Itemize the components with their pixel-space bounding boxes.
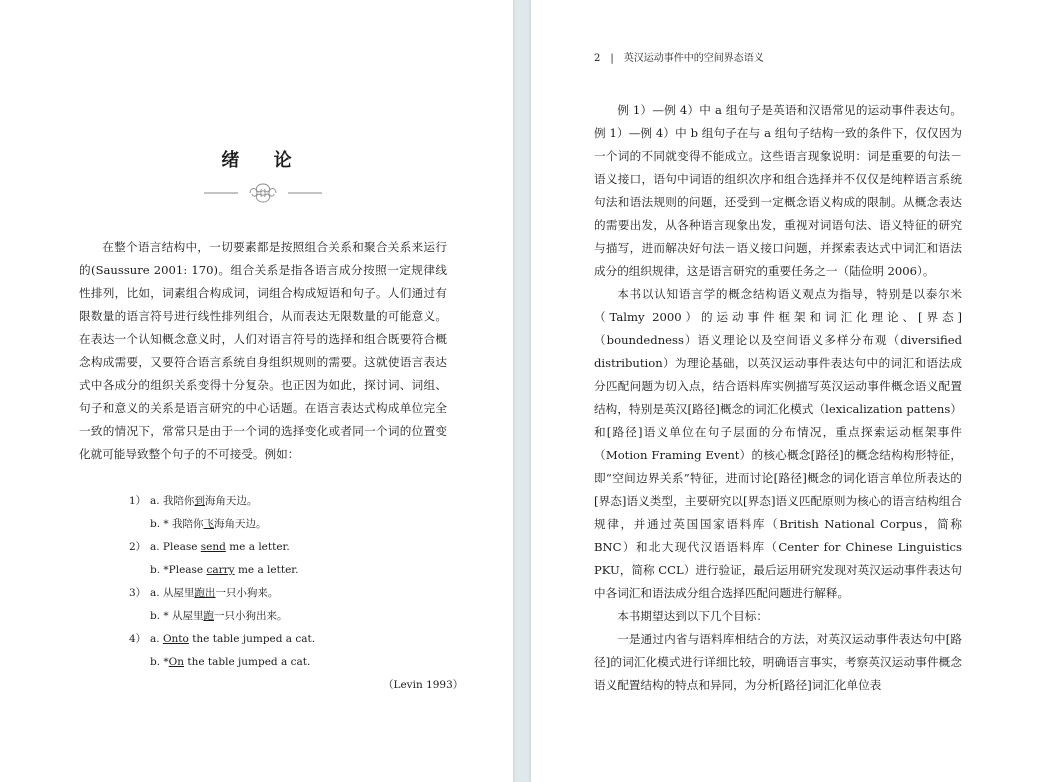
example-number: 4）	[129, 633, 147, 645]
header-separator: |	[610, 53, 614, 64]
paragraph: 本书期望达到以下几个目标：	[617, 609, 768, 623]
paragraph: 一是通过内省与语料库相结合的方法，对英汉运动事件表达句中[路径]的词汇化模式进行详细比较，明确语言事实，考察英汉运动事件概念语义配置结构的特点和异同，为分析[路径]词汇化单位表	[594, 632, 962, 692]
example-2a: 2） a. Please send me a letter.	[129, 536, 315, 559]
intro-paragraph: 在整个语言结构中，一切要素都是按照组合关系和聚合关系来运行的(Saussure 2001: 170)。组合关系是指各语言成分按照一定规律线性排列，比如，词素组合构成词，词组合构成短语和句子。人们通过有限数量的语言符号进行线性排列组合，从而表达无限数量的可能意义。在表达一个认知概念意义时，人们对语言符号的选择和组合既要符合概念构成需要，又要符合语言系统自身组织规则的需要。这就使语言表达式中各成分的组织关系变得十分复杂。也正因为如此，探讨词、词组、句子和意义的关系是语言研究的中心话题。在语言表达式构成单位完全一致的情况下，常常只是由于一个词的选择变化或者同一个词的位置变化就可能导致整个句子的不可接受。例如：	[79, 240, 447, 461]
example-1a: 1） a. 我陪你到海角天边。	[129, 490, 315, 513]
example-4b: b. *On the table jumped a cat.	[150, 656, 311, 668]
paragraph: 本书以认知语言学的概念结构语义观点为指导，特别是以泰尔米（Talmy 2000）的运动事件框架和词汇化理论、[界态]（boundedness）语义理论以及空间语义多样分布观（diversified distribution）为理论基础，以英汉运动事件表达句中的词汇和语法成分匹配问题为切入点，结合语料库实例描写英汉运动事件概念语义配置结构，特别是英汉[路径]概念的词汇化模式（lexicalization pattens）和[路径]语义单位在句子层面的分布情况，重点探索运动框架事件（Motion Framing Event）的核心概念[路径]的概念结构构形特征，即“空间边界关系”特征，进而讨论[路径]概念的词化语言单位所表达的[界态]语义类型，主要研究以[界态]语义匹配原则为核心的语言结构组合规律，并通过英国国家语料库（British National Corpus，简称 BNC）和北大现代汉语语料库（Center for Chinese Linguistics PKU，简称 CCL）进行验证，最后运用研究发现对英汉运动事件表达句中各词汇和语法成分组合选择匹配问题进行解释。	[594, 287, 962, 600]
example-3a: 3） a. 从屋里跑出一只小狗来。	[129, 582, 315, 605]
example-list	[129, 490, 315, 674]
running-head-title: 英汉运动事件中的空间界态语义	[623, 53, 764, 64]
left-body-text	[79, 236, 447, 466]
ornament-divider-icon	[200, 181, 326, 205]
example-2b: b. *Please carry me a letter.	[150, 564, 299, 576]
example-1b: b. * 我陪你飞海角天边。	[150, 518, 267, 530]
example-number: 1）	[129, 495, 147, 507]
example-number: 3）	[129, 587, 147, 599]
example-number: 2）	[129, 541, 147, 553]
right-body-text	[594, 99, 962, 697]
example-3b: b. * 从屋里跑一只小狗出来。	[150, 610, 288, 622]
running-head	[594, 51, 764, 67]
chapter-title: 绪 论	[221, 150, 306, 171]
example-4a: 4） a. Onto the table jumped a cat.	[129, 628, 315, 651]
citation: （Levin 1993）	[383, 679, 464, 691]
paragraph: 例 1）—例 4）中 a 组句子是英语和汉语常见的运动事件表达句。例 1）—例 4）中 b 组句子在与 a 组句子结构一致的条件下，仅仅因为一个词的不同就变得不能成立。这些语言现象说明：词是重要的句法－语义接口，语句中词语的组织次序和组合选择并不仅仅是纯粹语言系统句法和语法规则的问题，还受到一定概念语义构成的限制。从概念表达的需要出发，从各种语言现象出发，重视对词语句法、语义特征的研究与描写，进而解决好句法－语义接口问题，并探索表达式中词汇和语法成分的组织规律，这是语言研究的重要任务之一（陆俭明 2006）。	[594, 103, 962, 278]
page-number: 2	[594, 53, 601, 64]
